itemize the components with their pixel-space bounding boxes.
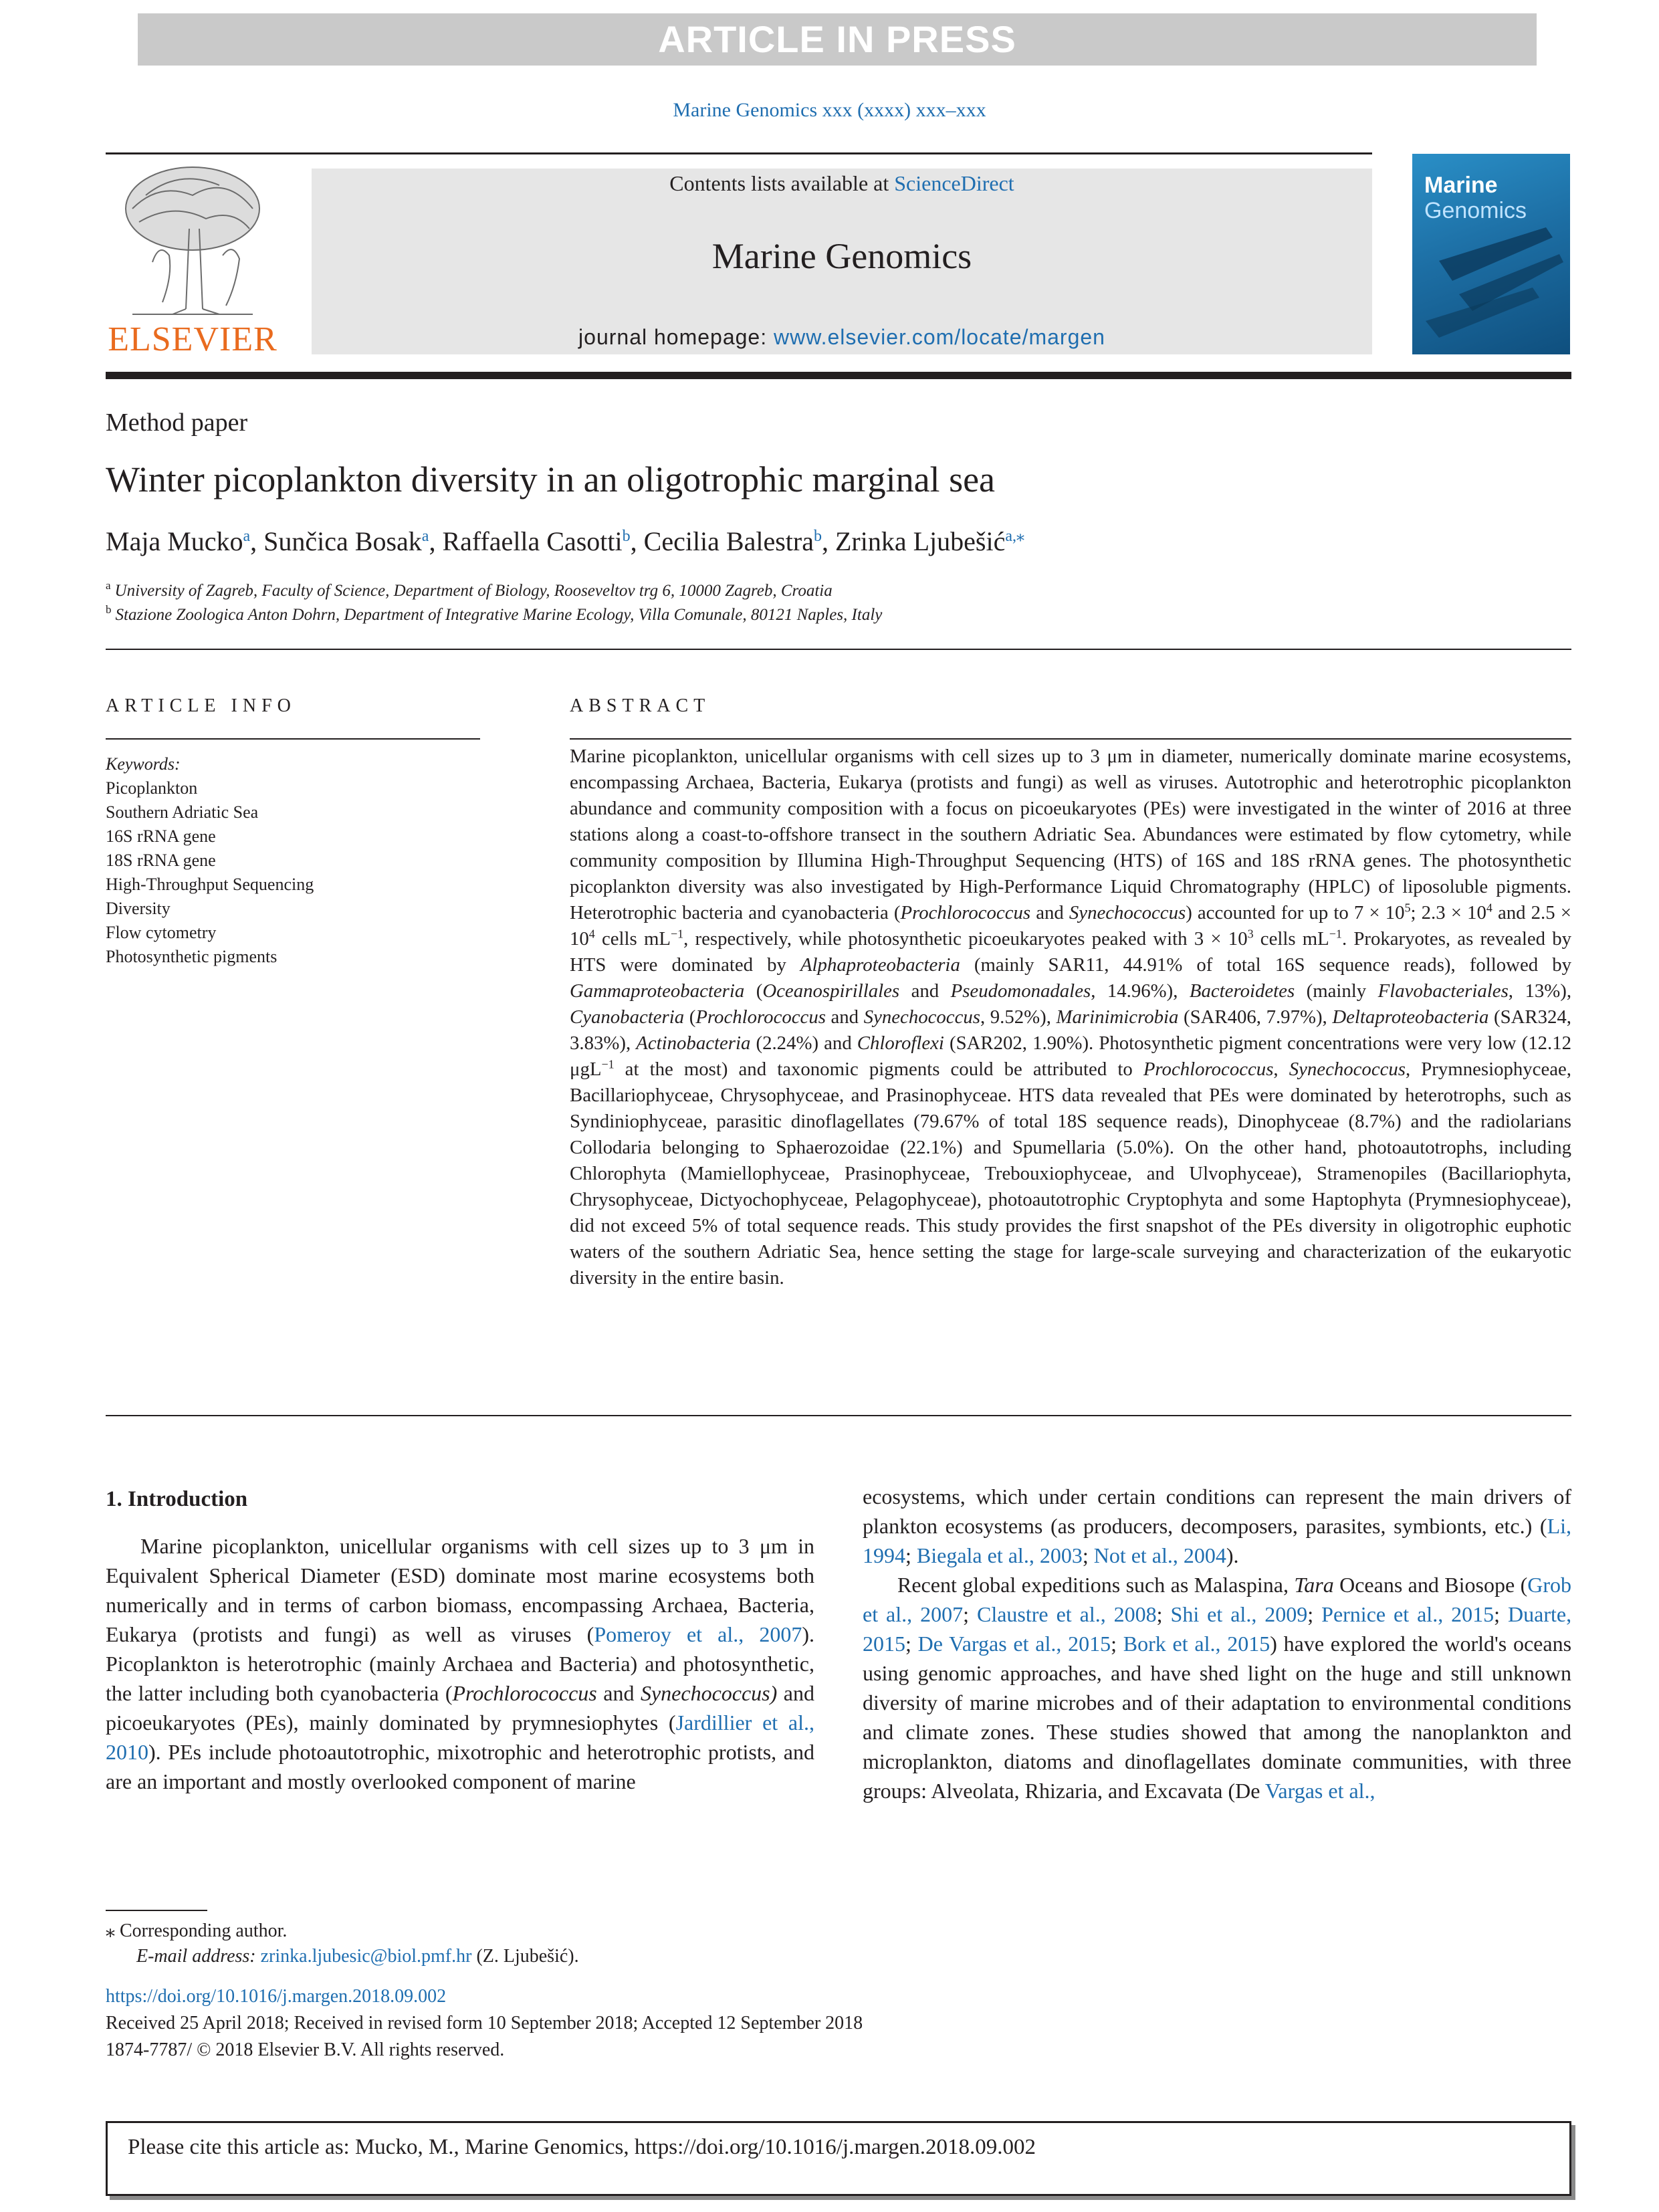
article-in-press-banner: ARTICLE IN PRESS	[138, 13, 1537, 66]
citation-box	[106, 2121, 1571, 2196]
citation-link[interactable]: Biegala et al., 2003	[916, 1543, 1083, 1567]
intro-paragraph-right: ecosystems, which under certain conditions can represent the main drivers of plankton ecosystems (as producers, decomposers, parasites, symbionts, etc.) (Li, 1994; Biegala et al., 2003; Not et al., 2004). Recent global expeditions such as Malaspina, Tara Oceans and Biosope (Grob et al., 2007; Claustre et al., 2008; Shi et al., 2009; Pernice et al., 2015; Duarte, 2015; De Vargas et al., 2015; Bork et al., 2015) have explored the world's oceans using genomic approaches, and have shed light on the huge and still unknown diversity of marine microbes and of their adaptation to environmental conditions and climate zones. These studies showed that among the nanoplankton and microplankton, diatoms and dinoflagellates dominate communities, with three groups: Alveolata, Rhizaria, and Excavata (De Vargas et al.,	[863, 1484, 1572, 1803]
citation-link[interactable]: Grob et al., 2007	[863, 1573, 1572, 1626]
citation-link[interactable]: Li, 1994	[863, 1514, 1571, 1567]
citation-link[interactable]: Duarte, 2015	[863, 1602, 1572, 1656]
citation-link[interactable]: Bork et al., 2015	[1123, 1632, 1270, 1656]
affiliation-b	[106, 603, 882, 625]
keyword-item: Flow cytometry	[106, 923, 217, 942]
keyword-item: Diversity	[106, 899, 171, 918]
keyword-item: Southern Adriatic Sea	[106, 802, 259, 822]
contents-prefix: Contents lists available at	[669, 171, 895, 195]
citation-link[interactable]: Shi et al., 2009	[1170, 1602, 1308, 1626]
abstract-heading: ABSTRACT	[570, 695, 711, 716]
author-affil-mark[interactable]: b	[813, 528, 822, 545]
keyword-item: 16S rRNA gene	[106, 826, 216, 846]
author-affil-mark[interactable]: a	[243, 528, 251, 545]
keyword-item: 18S rRNA gene	[106, 851, 216, 870]
header-rule	[106, 152, 1372, 154]
author-name[interactable]: Maja Mucko	[106, 526, 243, 556]
author-name[interactable]: Raffaella Casotti	[442, 526, 623, 556]
affiliation-text: University of Zagreb, Faculty of Science, Department of Biology, Rooseveltov trg 6, 10000 Zagreb, Croatia	[114, 582, 833, 600]
keywords-label: Keywords:	[106, 754, 181, 774]
doi-link[interactable]: https://doi.org/10.1016/j.margen.2018.09.002	[106, 1986, 447, 2007]
homepage-line	[312, 325, 1372, 350]
affiliation-text: Stazione Zoologica Anton Dohrn, Department of Integrative Marine Ecology, Villa Comunale, 80121 Naples, Italy	[115, 606, 883, 624]
copyright-line: 1874-7787/ © 2018 Elsevier B.V. All rights reserved.	[106, 2039, 505, 2060]
email-link[interactable]: zrinka.ljubesic@biol.pmf.hr	[260, 1946, 472, 1967]
author-name[interactable]: Zrinka Ljubešić	[835, 526, 1006, 556]
section-heading-introduction: 1. Introduction	[106, 1487, 248, 1511]
thick-rule	[106, 372, 1571, 379]
section-rule	[106, 649, 1571, 650]
tree-icon	[106, 155, 280, 322]
citation-link[interactable]: De Vargas et al., 2015	[917, 1632, 1111, 1656]
author-name[interactable]: Sunčica Bosak	[263, 526, 422, 556]
citation-link[interactable]: Claustre et al., 2008	[976, 1602, 1157, 1626]
citation-link[interactable]: Pernice et al., 2015	[1321, 1602, 1495, 1626]
article-title: Winter picoplankton diversity in an oligotrophic marginal sea	[106, 459, 996, 500]
intro-paragraph-left: Marine picoplankton, unicellular organisms with cell sizes up to 3 μm in Equivalent Spherical Diameter (ESD) dominate most marine ecosystems both numerically and in terms of carbon biomass, encompassing Archaea, Bacteria, Eukarya (protists and fungi) as well as viruses (Pomeroy et al., 2007). Picoplankton is heterotrophic (mainly Archaea and Bacteria) and photosynthetic, the latter including both cyanobacteria (Prochlorococcus and Synechococcus) and picoeukaryotes (PEs), mainly dominated by prymnesiophytes (Jardillier et al., 2010). PEs include photoautotrophic, mixotrophic and heterotrophic protists, and are an important and mostly overlooked component of marine	[106, 1534, 815, 1793]
journal-cover-image	[1412, 154, 1570, 354]
cover-title-line2: Genomics	[1424, 198, 1527, 223]
author-affil-mark[interactable]: a,⁎	[1005, 528, 1024, 545]
article-info-rule	[106, 738, 480, 740]
abstract-body: Marine picoplankton, unicellular organisms with cell sizes up to 3 μm in diameter, numerically dominate marine ecosystems, encompassing Archaea, Bacteria, Eukarya (protists and fungi) as well as viruses. Autotrophic and heterotrophic picoplankton abundance and community composition with a focus on picoeukaryotes (PEs) were investigated in the winter of 2016 at three stations along a coast-to-offshore transect in the southern Adriatic Sea. Abundances were estimated by flow cytometry, while community composition by Illumina High-Throughput Sequencing (HTS) of 16S and 18S rRNA genes. The photosynthetic picoplankton diversity was also investigated by High-Performance Liquid Chromatography (HPLC) of liposoluble pigments. Heterotrophic bacteria and cyanobacteria (Prochlorococcus and Synechococcus) accounted for up to $7 \times 10^5$; $2.3 \times 10^4$ and $2.5 \times 10^4$ cells $mL^{-1}$, respectively, while photosynthetic picoeukaryotes peaked with $3 \times 10^3$ cells $mL^{-1}$. Prokaryotes, as revealed by HTS were dominated by Alphaproteobacteria (mainly SAR11, 44.91% of total 16S sequence reads), followed by Gammaproteobacteria (Oceanospirillales and Pseudomonadales, 14.96%), Bacteroidetes (mainly Flavobacteriales, 13%), Cyanobacteria (Prochlorococcus and Synechococcus, 9.52%), Marinimicrobia (SAR406, 7.97%), Deltaproteobacteria (SAR324, 3.83%), Actinobacteria (2.24%) and Chloroflexi (SAR202, 1.90%). Photosynthetic pigment concentrations were very low (12.12 μgL$^{-1}$ at the most) and taxonomic pigments could be attributed to Prochlorococcus, Synechococcus, Prymnesiophyceae, Bacillariophyceae, Chrysophyceae, and Prasinophyceae. HTS data revealed that PEs were dominated by heterotrophs, such as Syndiniophyceae, parasitic dinoflagellates (79.67% of total 18S sequence reads), Dinophyceae (8.7%) and the radiolarians Collodaria belonging to Sphaerozoidae (22.1%) and Spumellaria (5.0%). On the other hand, photoautotrophs, including Chlorophyta (Mamiellophyceae, Prasinophyceae, Trebouxiophyceae, and Ulvophyceae), Stramenopiles (Bacillariophyta, Chrysophyceae, Dictyochophyceae, Pelagophyceae), photoautotrophic Cryptophyta and some Haptophyta (Prymnesiophyceae), did not exceed 5% of total sequence reads. This study provides the first snapshot of the PEs diversity in oligotrophic euphotic waters of the southern Adriatic Sea, hence setting the stage for large-scale surveying and characterization of the eukaryotic diversity in the entire basin.	[570, 746, 1572, 1289]
citation-link[interactable]: Jardillier et al., 2010	[106, 1710, 815, 1764]
abstract-rule	[570, 738, 1571, 740]
author-list: Maja Mucko$^a$, Sunčica Bosak$^a$, Raffaella Casotti$^b$, Cecilia Balestra$^b$, Zrinka Ljubešić$^{a,⁎}$	[106, 526, 1024, 556]
citation-link[interactable]: Pomeroy et al., 2007	[594, 1622, 802, 1646]
author-name[interactable]: Cecilia Balestra	[643, 526, 814, 556]
citation-text: Please cite this article as: Mucko, M., Marine Genomics, https://doi.org/10.1016/j.margen.2018.09.002	[128, 2135, 1036, 2159]
homepage-prefix: journal homepage:	[578, 325, 774, 349]
author-affil-mark[interactable]: b	[622, 528, 631, 545]
email-note	[136, 1946, 579, 1967]
sciencedirect-link[interactable]: ScienceDirect	[894, 171, 1014, 195]
article-type: Method paper	[106, 409, 248, 437]
journal-title: Marine Genomics	[711, 236, 972, 276]
affiliation-mark: b	[106, 603, 112, 616]
publisher-wordmark: ELSEVIER	[108, 320, 278, 358]
affiliation-mark: a	[106, 579, 111, 592]
corresponding-author-note: ⁎ Corresponding author.	[106, 1920, 288, 1941]
contents-line	[312, 171, 1372, 196]
abstract-bottom-rule	[106, 1415, 1571, 1416]
author-affil-mark[interactable]: a	[421, 528, 429, 545]
received-dates: Received 25 April 2018; Received in revised form 10 September 2018; Accepted 12 September 2018	[106, 2013, 863, 2033]
email-suffix: (Z. Ljubešić).	[471, 1946, 579, 1967]
journal-reference-link[interactable]: Marine Genomics xxx (xxxx) xxx–xxx	[673, 99, 986, 121]
citation-link[interactable]: Not et al., 2004	[1093, 1543, 1226, 1567]
homepage-link[interactable]: www.elsevier.com/locate/margen	[774, 325, 1105, 349]
citation-link[interactable]: Vargas et al.,	[1264, 1779, 1375, 1803]
keyword-item: Picoplankton	[106, 778, 198, 798]
affiliation-a	[106, 579, 833, 600]
keyword-item: Photosynthetic pigments	[106, 947, 278, 966]
email-label: E-mail address:	[136, 1946, 261, 1967]
keyword-item: High-Throughput Sequencing	[106, 875, 314, 894]
article-info-heading: ARTICLE INFO	[106, 695, 296, 716]
footnote-rule	[106, 1910, 207, 1911]
cover-title-line1: Marine	[1424, 173, 1498, 198]
